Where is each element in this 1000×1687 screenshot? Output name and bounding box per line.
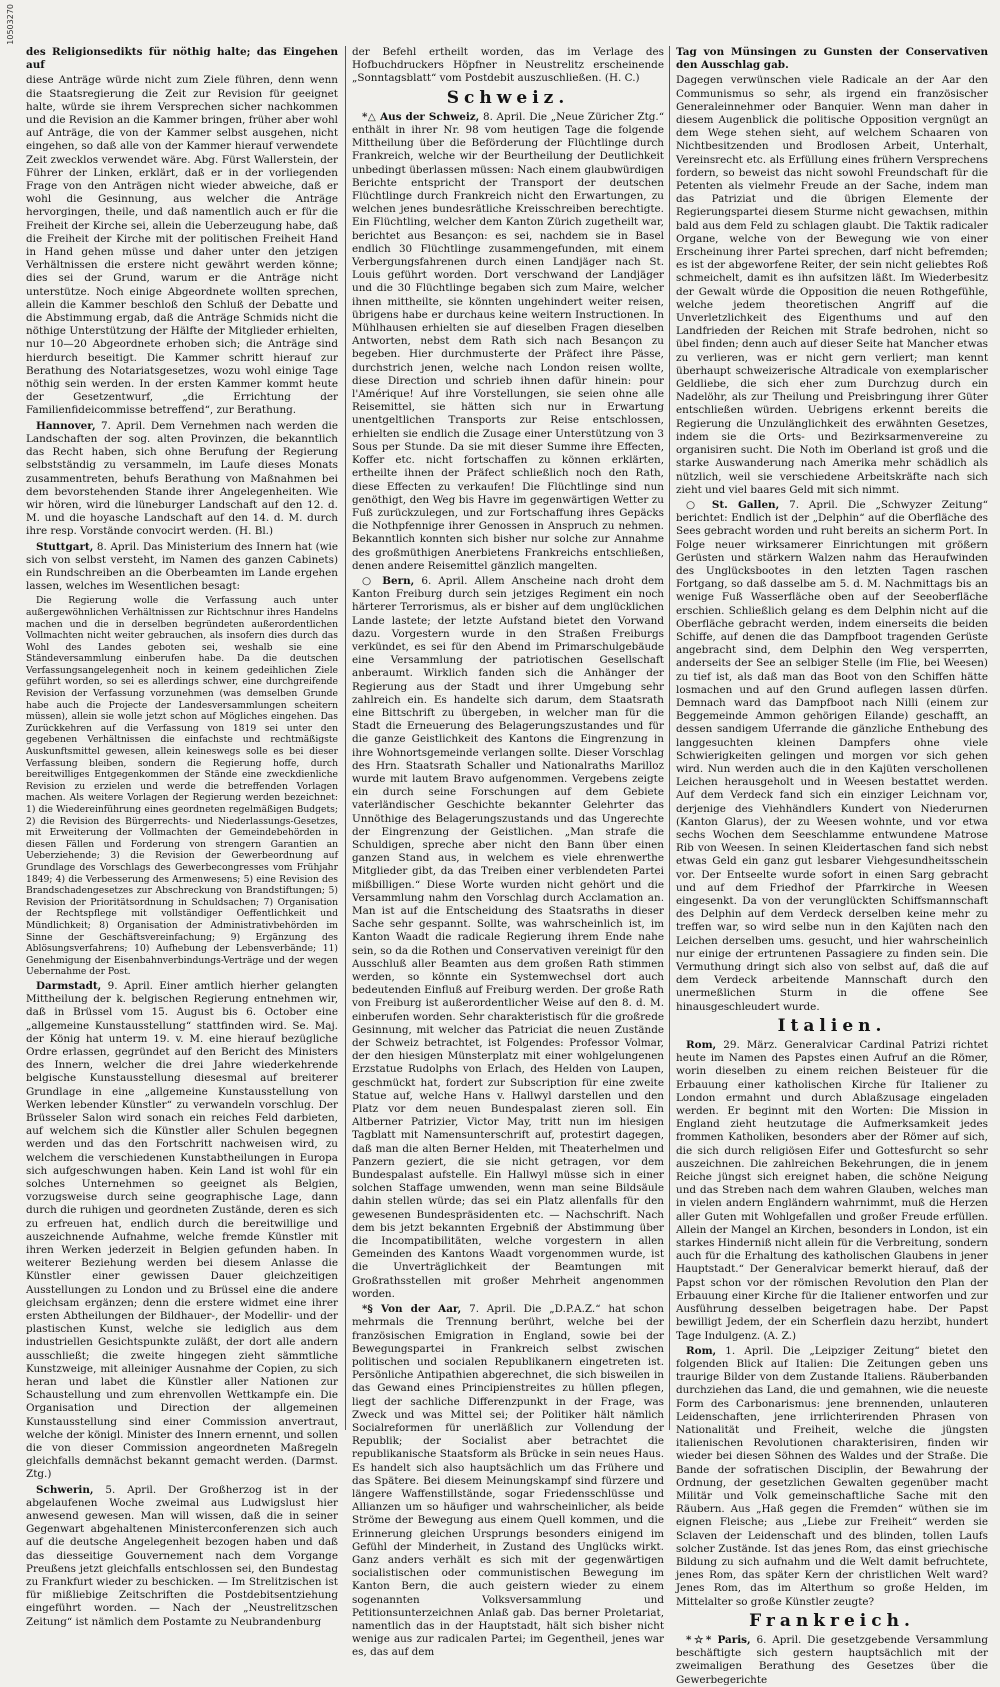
continued-line: Tag von Münsingen zu Gunsten der Conservativen den Ausschlag gab. [676,46,988,72]
article-text: 5. April. Der Großherzog ist in der abgelaufenen Woche zweimal aus Ludwigslust hier anwesend gewesen. Man will wissen, daß die in seiner Gegenwart abgehaltenen Ministerconferenzen sich auch auf die deutsche Angelegenheit bezogen haben und daß das diesseitige Gouvernement nach dem Vorgange Preußens jetzt gleichfalls entschlossen sei, den Bundestag zu Frankfurt wieder zu beschicken. — Im Strelitzischen ist für mißliebige Zeitschriften die Postdebitsentziehung eingeführt worden. — Nach der „Neustrelitzschen Zeitung“ ist nämlich dem Postamte zu Neubrandenburg [26,1483,338,1628]
article [676,499,988,1014]
article [26,980,338,1482]
article-text: 29. März. Generalvicar Cardinal Patrizi richtet heute im Namen des Papstes einen Aufruf an die Römer, worin dieselben zu einem reichen Beisteuer für die Erbauung einer katholischen Kirche für Italiener zu London ermahnt und durch Ablaßzusage eingeladen werden. Er beginnt mit den Worten: Die Mission in England zieht heutzutage die Aufmerksamkeit jedes frommen Katholiken, besonders aber der Römer auf sich, die sich durch religiösen Eifer und Gottesfurcht so sehr auszeichnen. Die zahlreichen Bekehrungen, die in jenem Reiche jüngst sich ereignet haben, die schöne Neigung und das Streben nach dem wahren Glauben, welches man in vielen andern Engländern wahrnimmt, muß die Herzen aller Guten mit Wohlgefallen und großer Freude erfüllen. Allein der Mangel an Kirchen, besonders in London, ist ein starkes Hinderniß nicht allein für die Verbreitung, sondern auch für die Erhaltung des katholischen Glaubens in jener Hauptstadt.“ Der Generalvicar bemerkt hierauf, daß der Papst schon vor der römischen Revolution den Plan der Erbauung einer Kirche für die Italiener entworfen und zur Ausführung desselben beigetragen habe. Der Papst bewilligt Jedem, der ein Scherflein dazu herzibt, hundert Tage Indulgenz. (A. Z.) [676,1039,988,1342]
section-title: Schweiz. [446,87,570,108]
article [676,1039,988,1343]
article [676,1634,988,1687]
dateline: *☆* Paris, [686,1633,751,1646]
column-2 [352,46,665,1659]
section-title: Italien. [777,1015,887,1036]
dateline: Rom, [686,1344,717,1357]
dateline: ○ St. Gallen, [686,498,780,511]
article-text: Dagegen verwünschen viele Radicale an der Aar den Communismus so sehr, als irgend ein französischer Generaleinnehmer oder Banquier. Wenn man daher in diesem Augenblick die politische Opposition vergnügt an dem Wege stehen sieht, auf welchem Schaaren von Nichtbesitzenden und Brodlosen Arbeit, Unterhalt, Vereinsrecht etc. als Erfüllung eines frühern Versprechens fordern, so beweist das nicht sowohl Freundschaft für die Petenten als vielmehr Freude an der Sache, indem man das Patriziat und die übrigen Elemente der Regierungspartei diesem Sturme nicht gewachsen, mithin bald aus dem Feld zu schlagen glaubt. Die Taktik radicaler Organe, welche von der Bewegung wie von einer Erscheinung ihrer Partei sprechen, darf nicht befremden; es ist der abgeworfene Reiter, der sein nicht geliebtes Roß schmeichelt, damit es ihn aufsitzen läßt. Im Wiederbesitz der Gewalt würde die Opposition die neuen Rothgefühle, welche jedem theoretischen Angriff auf die Unverletzlichkeit des Eigenthums und auf den Landfrieden der Reichen mit Strafe bedrohen, nicht so übel finden; denn auch auf dieser Seite hat Mancher etwas zu verlieren, was er nicht gern verliert; man kennt überhaupt schweizerische Altradicale von exemplarischer Geldliebe, die sich eher zum Durchzug durch ein Nadelöhr, als zur Theilung und Preisbringung ihrer Güter entschließen würden. Uebrigens erkennt bereits die Regierung die Unzulänglichkeit des erwähnten Gesetzes, indem sie die Orts- und Bezirksarmenvereine zu organisiren sucht. Die Noth im Oberland ist groß und die starke Auswanderung nach Amerika mehr schädlich als nützlich, weil sie verschiedene Arbeitskräfte nach sich zieht und viel baares Geld mit sich nimmt. [676,74,988,496]
article-text: 6. April. Die gesetzgebende Versammlung beschäftigte sich gestern hauptsächlich mit der zweimaligen Berathung des Gesetzes über die Gewerbegerichte [676,1633,988,1686]
dateline: Schwerin, [36,1483,94,1496]
article [26,541,338,594]
dateline: *§ Von der Aar, [362,1303,462,1316]
article-text: 8. April. Die „Neue Züricher Ztg.“ enthält in ihrer Nr. 98 vom heutigen Tage die folgende Mittheilung über die Beförderung der Flüchtlinge durch Frankreich, welche wir der Beurtheilung der Deutlichkeit unbedingt überlassen müssen: Nach einem glaubwürdigen Berichte entspricht der Transport der deutschen Flüchtlinge durch Frankreich nicht den Erwartungen, zu welchen jenes bundesrätliche Kreisschreiben berechtigte. Ein Flüchtling, welcher dem Kanton Zürich zugetheilt war, berichtet aus Besançon: es sei, nachdem sie in Basel endlich 30 Flüchtlinge zusammengefunden, mit einem Verbergungsfahrenen durch einen Landjäger nach St. Louis geführt worden. Dort verschwand der Landjäger und die 30 Flüchtlinge begaben sich zum Maire, welcher ihnen mittheilte, sie könnten ungehindert weiter reisen, übrigens habe er durchaus keine weitern Instructionen. In Mühlhausen erhielten sie auf dieselben Fragen dieselben Antworten, nebst dem Rath sich nach Besançon zu begeben. Hier durchmusterte der Präfect ihre Pässe, durchstrich jenen, welche nach London reisen wollte, diese Direction und schrieb ihnen dafür hinein: pour l'Amérique! Auf ihre Vorstellungen, sie seien ohne alle Reisemittel, sie hätten sich nur in Erwartung unentgeltlichen Transports zur Reise entschlossen, erhielten sie endlich die Zusage einer Unterstützung von 3 Sous per Stunde. Da sie mit dieser Summe ihre Effecten, Koffer etc. nicht fortschaffen zu können erklärten, ertheilte ihnen der Präfect schließlich noch den Rath, diese Effecten zu verkaufen! Die Flüchtlinge sind nun genöthigt, den Weg bis Havre im gegenwärtigen Wetter zu Fuß zurückzulegen, und zur Fortschaffung ihres Gepäcks die Nothpfennige ihrer Genossen in Anspruch zu nehmen. Bekanntlich konnten sich bisher nur solche zur Annahme des großmüthigen Anerbietens Frankreichs entschließen, denen andere Reisemittel gänzlich mangelten. [352,110,665,572]
column-1 [26,46,338,1628]
article-text: 7. April. Die „D.P.A.Z.“ hat schon mehrmals die Trennung berührt, welche bei der französischen Emigration in England, sowie bei der Bewegungspartei in Frankreich selbst zwischen politischen und socialen Republikanern eingetreten ist. Persönliche Antipathien abgerechnet, die sich bisweilen in das Gewand eines Principienstreites zu hüllen pflegen, liegt der sachliche Differenzpunkt in der Frage, was Zweck und was Mittel sei; der Politiker hält nämlich Socialreformen für unerläßlich zur Vollendung der Republik; der Socialist aber betrachtet die republikanische Staatsform als Brücke in sein neues Haus. Es handelt sich also hauptsächlich um das Frühere und das Spätere. Bei diesem Meinungskampf sind fürzere und längere Waffenstillstände, sogar Friedensschlüsse und Allianzen um so häufiger und wahrscheinlicher, als beide Ströme der Bewegung aus einem Quell kommen, und die Erinnerung gleichen Ursprungs besonders einigend im Gefühl der Minderheit, in Zustand des Unglücks wirkt. Ganz anders verhält es sich mit der gegenwärtigen socialistischen oder communistischen Bewegung im Kanton Bern, die auch geistern wieder zu einem sogenannten Volksversammlung und Petitionsunterzeichnen Anlaß gab. Das berner Proletariat, namentlich das in der Hauptstadt, hält sich bisher nicht wenige aus zur radicalen Partei; im Gegentheil, jenes war es, das auf dem [352,1303,664,1659]
column-3 [676,46,988,1686]
column-rule [669,46,670,1430]
column-rule [345,46,346,1430]
dateline: Stuttgart, [36,540,94,553]
article [352,1303,664,1659]
dateline: Rom, [686,1039,717,1052]
article-text: 8. April. Das Ministerium des Innern hat (wie sich von selbst versteht, im Namen des ganzen Cabinets) ein Rundschreiben an die Oberbeamten im Lande ergehen lassen, welches im Wesentlichen besagt: [26,540,338,593]
article-text: 6. April. Allem Anscheine nach droht dem Kanton Freiburg durch sein jetziges Regiment ein noch härterer Terrorismus, als er bisher auf dem unglücklichen Lande lastete; der letzte Aufstand bietet den Vorwand dazu. Vorgestern wurde in den Straßen Freiburgs verkündet, es sei für den Abend im Primarschulgebäude eine Versammlung der patriotischen Gesellschaft anberaumt. Wirklich fanden sich die Anhänger der Regierung aus der Stadt und ihrer Umgebung sehr zahlreich ein. Es handelte sich darum, dem Staatsrath eine Bittschrift zu übergeben, in welcher man für die Stadt die Erneuerung des Belagerungszustandes und für die ganze Geistlichkeit des Kantons die Eingrenzung in ihre Wohnortsgemeinde verlangen sollte. Dieser Vorschlag des Hrn. Staatsrath Schaller und Nationalraths Marilloz wurde mit lautem Bravo aufgenommen. Vergebens zeigte ein durch seine Forschungen auf dem Gebiete vaterländischer Geschichte bekannter Gelehrter das Unnöthige des Belagerungszustands und das Ungerechte der Eingrenzung der Geistlichen. „Man strafe die Schuldigen, spreche aber nicht den Bann über einen ganzen Stand aus, in welchem es viele ehrenwerthe Mitglieder gibt, da das Treiben einer verblendeten Partei mißbilligen.“ Diese Worte wurden nicht gehört und die Versammlung nahm den Vorschlag durch Acclamation an. Man ist auf die Entscheidung des Staatsraths in dieser Sache sehr gespannt. Sollte, was wahrscheinlich ist, im Kanton Waadt die radicale Regierung ihrem Ende nahe sein, so da die Rothen und Conservativen vereinigt für den Ausschluß aller Beamten aus dem großen Rath stimmen werden, so könnte ein Systemwechsel dort auch bedeutenden Einfluß auf Freiburg werden. Der große Rath von Freiburg ist außerordentlicher Weise auf den 8. d. M. einberufen worden. Sehr charakteristisch für die großrede Gesinnung, mit welcher das Patriciat die neuen Zustände der Schweiz betrachtet, ist Folgendes: Professor Volmar, der den hiesigen Münsterplatz mit einer wohlgelungenen Erzstatue Rudolphs von Erlach, des Helden von Laupen, geschmückt hat, fordert zur Subscription für eine zweite Statue auf, welche Hans v. Hallwyl darstellen und den Platz vor dem neuen Bundespalast zieren soll. Ein Altberner Patrizier, Victor May, tritt nun im hiesigen Tagblatt mit Namensunterschrift auf, protestirt dagegen, daß man die alten Berner Helden, mit Theaterhelmen und Panzern geziert, die sie nicht getragen, vor dem Bundespalast aufstelle. Ein Hallwyl müsse sich in einer solchen Staffage umwenden, wenn man seine Bildsäule dahin stellen würde; das sei ein Platz allenfalls für den gewesenen Bundespräsidenten etc. — Nachschrift. Nach dem bis jetzt bekannten Ergebniß der Abstimmung über die Incompatibilitäten, welche vorgestern in allen Gemeinden des Kantons Waadt vorgenommen wurde, ist die Unverträglichkeit der Beamtungen mit Großrathsstellen mit großer Mehrheit angenommen worden. [352,574,664,1300]
section-title: Frankreich. [749,1610,915,1631]
dateline: *△ Aus der Schweiz, [362,110,480,123]
dateline: Darmstadt, [36,979,102,992]
article-text: 9. April. Einer amtlich hierher gelangten Mittheilung der k. belgischen Regierung entnehmen wir, daß in Brüssel vom 15. August bis 6. October eine „allgemeine Kunstausstellung“ stattfinden wird. Se. Maj. der König hat unterm 19. v. M. eine hierauf bezügliche Ordre erlassen, gegründet auf den Bericht des Ministers des Innern, welcher die drei Jahre wiederkehrende belgische Kunstausstellung diesesmal auf breiterer Grundlage in eine „allgemeine Kunstausstellung von Werken lebender Künstler“ zu verwandeln vorschlug. Der Brüsseler Salon wird sonach ein reiches Feld darbieten, auf welchem sich die Künstler aller Schulen begegnen werden und das den Fortschritt nachweisen wird, zu welchem die verschiedenen Kunstabtheilungen in Europa sich aufgeschwungen haben. Kein Land ist wohl für ein solches Unternehmen so geeignet als Belgien, vorzugsweise durch seine geographische Lage, dann durch die ruhigen und geordneten Zustände, deren es sich zu erfreuen hat, endlich durch die bereitwillige und auszeichnende Aufnahme, welche fremde Künstler mit ihren Werken jederzeit in Belgien gefunden haben. In weiterer Beziehung werden bei diesem Anlasse die Künstler einer gewissen Dauer gleichzeitigen Ausstellungen zu London und zu Brüssel eine die andere gleichsam ergänzen; denn die erstere widmet eine ihrer ersten Abtheilungen der Bildhauer-, der Modellir- und der plastischen Kunst, welche sie lediglich aus dem industriellen Gesichtspunkte zuläßt, der dort alle andern ausschließt; die zweite hingegen zieht sämmtliche Kunstzweige, mit alleiniger Ausnahme der Copien, zu sich heran und labet die Künstler aller Nationen zur Schaustellung und zum ehrenvollen Wettkampfe ein. Die Organisation und Direction der allgemeinen Kunstausstellung sind einer Commission anvertraut, welche der königl. Minister des Innern ernennt, und sollen die von dieser Commission angeordneten Maßregeln gleichfalls demnächst bekannt gemacht werden. (Darmst. Ztg.) [26,979,338,1481]
page-id: 10503270 [6,4,15,45]
quoted-text: Die Regierung wolle die Verfassung auch unter außergewöhnlichen Verhältnissen zur Richtschnur ihres Handelns machen und die in derselben begründeten außerordentlichen Vollmachten nicht weiter gebrauchen, als insofern dies durch das Wohl des Landes geboten sei, weshalb sie eine Ständeversammlung einberufen habe. Da die deutschen Verfassungsangelegenheit noch in keinem gedeihlichen Ziele geführt worden, so sei es allerdings schwer, eine durchgreifende Revision der Verfassung vorzunehmen (was demselben Grunde habe auch die Projecte der Landesversammlungen scheitern müssen), allein sie wolle jetzt schon auf Mögliches eingehen. Das Zurückkehren auf die Verfassung von 1819 sei unter den gegebenen Verhältnissen die einfachste und rechtmäßigste Auskunftsmittel gewesen, allein keineswegs solle es bei dieser Verfassung bleiben, sondern die Regierung hoffe, durch bereitwilliges Entgegenkommen der Stände eine zweckdienliche Revision zu erzielen und werde die betreffenden Vorlagen machen. Als weitere Vorlagen der Regierung werden bezeichnet: 1) die Wiedereinführung eines geordneten regelmäßigen Budgets; 2) die Revision des Bürgerrechts- und Niederlassungs-Gesetzes, mit Erweiterung der Vollmachten der Gemeindebehörden in diesen Fällen und Forderung von strengern Garantien an Ueberziehende; 3) die Revision der Gewerbeordnung auf Grundlage des Vorschlags des Gewerbecongresses vom Frühjahr 1849; 4) die Verbesserung des Armenwesens; 5) eine Revision des Brandschadengesetzes zur Abschreckung von Brandstiftungen; 5) Revision der Prioritätsordnung in Schuldsachen; 7) Organisation der Rechtspflege mit vollständiger Oeffentlichkeit und Mündlichkeit; 8) Organisation der Administrativbehörden im Sinne der Geschäftsvereinfachung; 9) Ergänzung des Ablösungsverfahrens; 10) Aufhebung der Lebensverbände; 11) Genehmigung der Eisenbahnverbindungs-Verträge und der wegen Uebernahme der Post. [26,595,338,978]
article [26,420,338,539]
article [352,111,664,573]
article-text: diese Anträge würde nicht zum Ziele führen, denn wenn die Staatsregierung die Zeit zur Revision für geeignet halte, würde sie ihrem Versprechen sicher nachkommen und die Revision an die Kammer bringen, früher aber wohl auf Anträge, die von der Kammer selbst ausgehen, nicht eingehen, so daß alle von der Kammer hierauf verwendete Zeit zwecklos verwendet wäre. Abg. Fürst Wallerstein, der Führer der Linken, erklärt, daß er in der vorliegenden Frage von den Anträgen nicht wieder abweiche, daß er wohl die Gesinnung, aus welcher die Anträge hervorgingen, theile, und daß namentlich auch er für die Freiheit der Kirche sei, allein die Ueberzeugung habe, daß die Freiheit der Kirche mit der politischen Freiheit Hand in Hand gehen müsse und daher unter den jetzigen Verhältnissen die erstere nicht gewährt werden könne; dies sei der Grund, warum er die Anträge nicht unterstütze. Noch einige Abgeordnete wollten sprechen, allein die Kammer beschloß den Schluß der Debatte und die Abstimmung ergab, daß die Anträge Schmids nicht die nöthige Unterstützung der Hälfte der Mitglieder erhielten, nur 10—20 Abgeordnete erhoben sich; die Anträge sind hierdurch beseitigt. Die Kammer schritt hierauf zur Berathung des Notariatsgesetzes, wozu wohl einige Tage nöthig sein werden. In der ersten Kammer kommt heute der Gesetzentwurf, „die Errichtung der Familienfideicommisse betreffend“, zur Berathung. [26,74,338,417]
article [676,1345,988,1609]
article-text: 7. April. Die „Schwyzer Zeitung“ berichtet: Endlich ist der „Delphin“ auf die Oberfläche des Sees gebracht worden und ruht bereits an sicherm Port. In Folge neuer wirksamerer Einrichtungen mit größern Gerüsten und stärkern Walzen nahm das Heraufwinden des Unglücksbootes in den letzten Tagen raschen Fortgang, so daß dasselbe am 5. d. M. Nachmittags bis an wenige Fuß Wasserfläche oben auf der Seeoberfläche erschien. Schließlich gelang es dem Delphin nicht auf die Oberfläche gebracht werden, indem einerseits die beiden Schiffe, auf denen die das Dampfboot tragenden Gerüste angebracht sind, dem Delphin den Weg versperrten, anderseits der See an selbiger Stelle (im Flie, bei Weesen) zu tief ist, als daß man das Boot von den Schiffen hätte losmachen und auf den Grund auflegen lassen dürfen. Demnach ward das Dampfboot nach Nilli (einem zur Beggemeinde Ammon gehörigen Eilande) geschafft, an dessen sandigem Uferrande die gänzliche Enthebung des langgesuchten kleinen Dampfers ohne viele Schwierigkeiten gelingen und morgen vor sich gehen wird. Nun werden auch die in den Kajüten verschollenen Leichen herausgeholt und in Weesen bestattet werden. Auf dem Verdeck fand sich ein einziger Leichnam vor, derjenige des Viehhändlers Kundert von Niederurnen (Kanton Glarus), der zu Weesen wohnte, und vor etwa sechs Wochen dem Seeschlamme entwundene Matrose Rib von Weesen. In seinen Kleidertaschen fand sich nebst etwas Geld ein ganz gut lesbarer Viehgesundheitsschein vor. Der Entseelte wurde sofort in einen Sarg gebracht und auf dem Friedhof der Pfarrkirche in Weesen eingesenkt. Da von der verunglückten Schiffsmannschaft des Delphin auf dem Verdeck derselben keine mehr zu treffen war, so wird selbe nun in den Kajüten nach den Leichen derselben ums. gesucht, und hier wahrscheinlich nur einige der ertruntenen Passagiere zu finden sein. Die Vermuthung dringt sich also von selbst auf, daß die auf dem Verdeck arbeitende Mannschaft durch den unermeßlichen Sturm in die offene See hinausgeschleudert wurde. [676,498,988,1013]
article [352,575,664,1301]
article [26,1484,338,1629]
continued-line: des Religionsedikts für nöthig halte; das Eingehen auf [26,46,338,72]
continued-text: der Befehl ertheilt worden, das im Verlage des Hofbuchdruckers Höpfner in Neustrelitz erscheinende „Sonntagsblatt“ vom Postdebit auszuschließen. (H. C.) [352,46,664,85]
article-text: 7. April. Dem Vernehmen nach werden die Landschaften der sog. alten Provinzen, die bekanntlich das Recht haben, sich ohne Berufung der Regierung selbstständig zu versammeln, im Laufe dieses Monats zusammentreten, behufs Berathung von Maßnahmen bei dem bevorstehenden Stande ihrer Angelegenheiten. Wie wir hören, wird die lüneburger Landschaft auf den 12. d. M. und die hoyasche Landschaft auf den 14. d. M. durch ihre resp. Vorstände convocirt werden. (H. Bl.) [26,419,338,538]
dateline: ○ Bern, [362,574,415,587]
article-text: 1. April. Die „Leipziger Zeitung“ bietet den folgenden Blick auf Italien: Die Zeitungen geben uns traurige Bilder von dem Zustande Italiens. Räuberbanden durchziehen das Land, die und gemahnen, wie die neueste Form des Carbonarismus: jene brennenden, unlauteren Leidenschaften, jene irrlichterirenden Phrasen von Nationalität und Freiheit, welche die jüngsten italienischen Revolutionen charakterisiren, finden wir wieder bei diesen Söhnen des Waldes und der Straße. Die Bande der sofratischen Disciplin, der Bewahrung der Ordnung, der gesetzlichen Gewalten gegenüber macht Militär und Volk gemeinschaftliche Sache mit den Räubern. Aus „Haß gegen die Fremden“ wüthen sie im eignen Fleische; aus „Liebe zur Freiheit“ werden sie Sclaven der Leidenschaft und des blinden, tollen Laufs solcher Zustände. Ist das jenes Rom, das einst griechische Bildung zu sich aufnahm und die Welt damit befruchtete, jenes Rom, das später Kern der christlichen Welt ward? Jenes Rom, das im Alterthum so große Helden, im Mittelalter so große Künstler zeugte? [676,1344,988,1608]
dateline: Hannover, [36,419,96,432]
